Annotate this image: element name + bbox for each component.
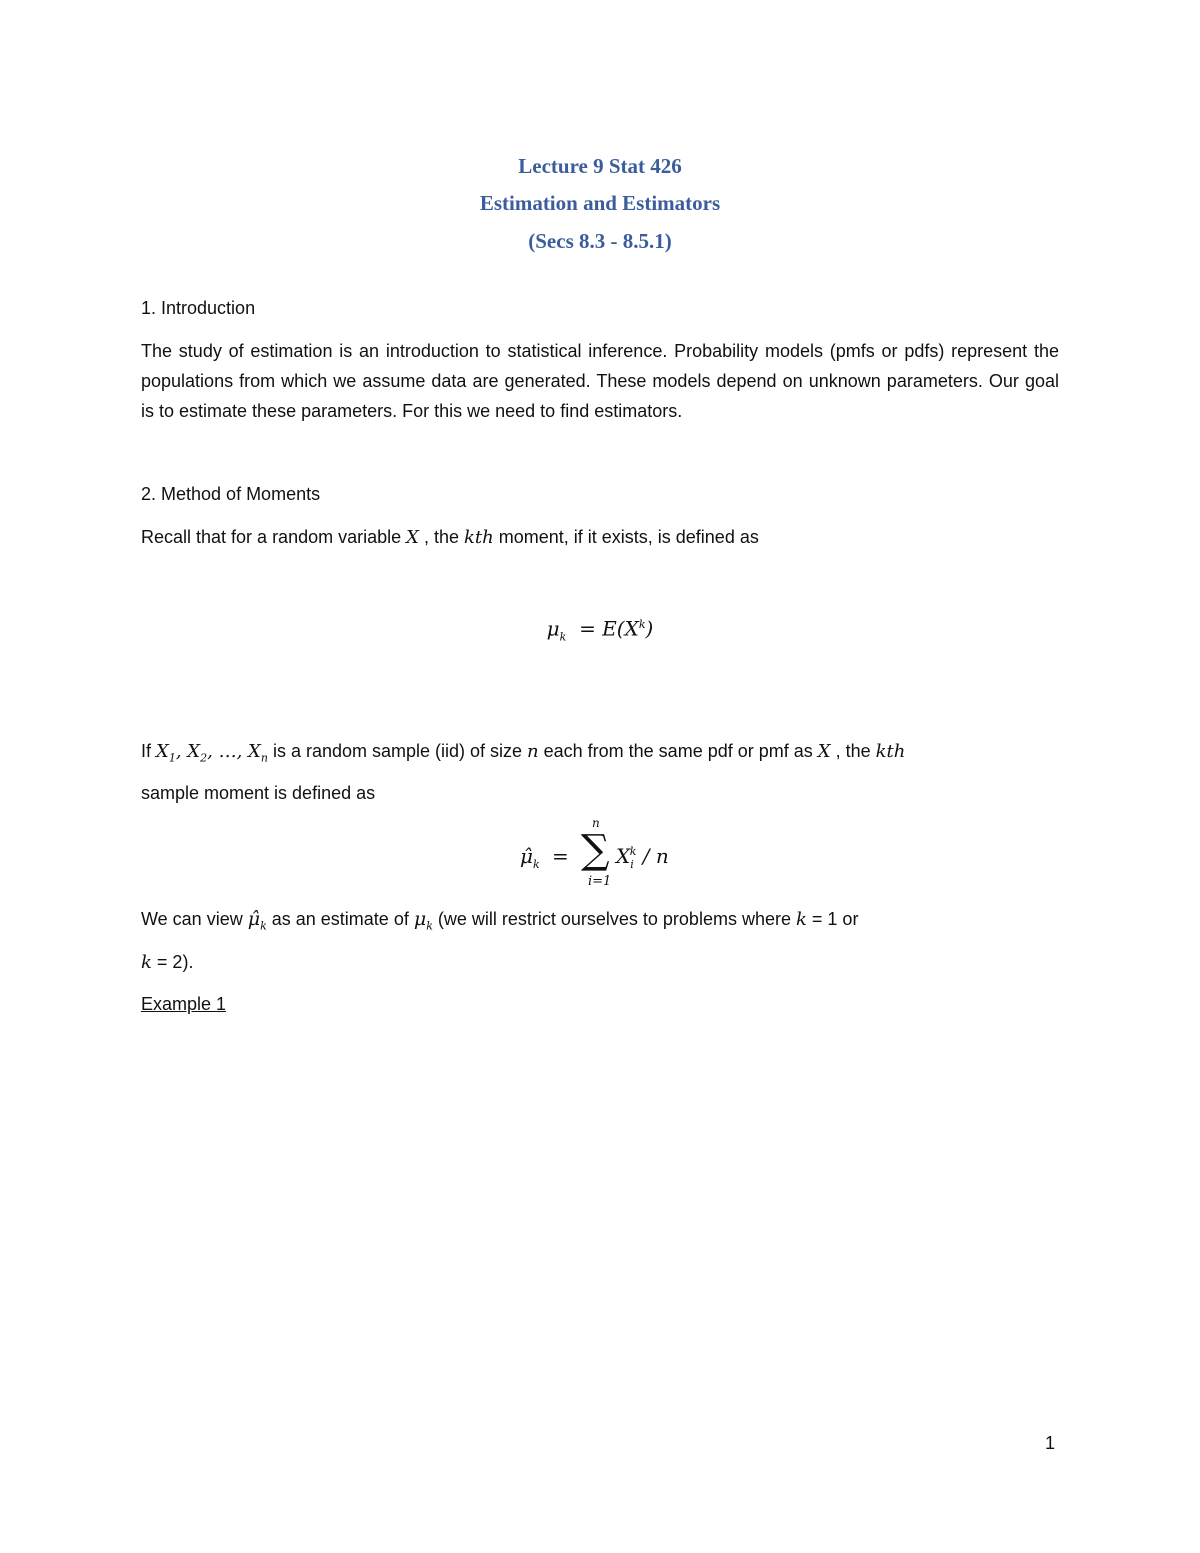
view-mu-sub: k — [426, 919, 433, 933]
view-text-4: = 1 or — [806, 909, 859, 929]
muhat-subscript: k — [533, 858, 540, 871]
summation-icon: ∑ — [581, 827, 610, 873]
term-tail: / n — [636, 844, 669, 868]
sample-text-2: each from the same pdf or pmf as — [538, 741, 818, 761]
lecture-sections: (Secs 8.3 - 8.5.1) — [528, 229, 672, 253]
formula2-lhs — [520, 844, 540, 871]
page-number: 1 — [1045, 1433, 1056, 1453]
recall-var: X — [406, 527, 419, 548]
sample-x2: X — [187, 741, 201, 762]
sample-if: If — [141, 741, 157, 761]
sample-moment-formula — [518, 816, 718, 896]
sum-lower-limit: i=1 — [588, 874, 612, 889]
sample-kth: kth — [875, 741, 906, 762]
sample-text-3: , the — [830, 741, 876, 761]
term-x: X — [616, 844, 631, 868]
recall-line — [141, 525, 759, 550]
sample-X: X — [817, 741, 831, 762]
recall-text-1: Recall that for a random variable — [141, 527, 407, 547]
sample-s1: 1 — [168, 751, 176, 765]
sample-x1: X — [156, 741, 169, 762]
term-sup: k — [629, 845, 637, 859]
view-text-2: as an estimate of — [266, 909, 414, 929]
sample-text-1: is a random sample (iid) of size — [267, 741, 528, 761]
lecture-subtitle: Estimation and Estimators — [479, 191, 721, 215]
formula1-sup: k — [638, 618, 646, 631]
sample-sep1: , — [175, 741, 188, 762]
k2-line — [141, 950, 193, 975]
term-sub: i — [630, 858, 634, 871]
k2-rest: = 2). — [151, 952, 194, 972]
recall-text-3: moment, if it exists, is defined as — [493, 527, 759, 547]
view-line — [141, 907, 858, 939]
example-1-heading: Example 1 — [141, 994, 227, 1014]
intro-paragraph: The study of estimation is an introduction to statistical inference. Probability models (pmfs or pdfs) represent the populations from which we assume data are generated. These models depend on unknown parameters. Our goal is to estimate these parameters. For this we need to find estimators. — [141, 341, 1059, 421]
moment-formula — [0, 610, 1200, 653]
view-k: k — [795, 909, 807, 930]
sample-sn: n — [260, 751, 268, 765]
sample-line — [141, 739, 905, 771]
sample-moment-line: sample moment is defined as — [141, 783, 376, 803]
formula1-rhs: = E(X — [579, 616, 639, 641]
k2-k: k — [141, 952, 152, 973]
view-mu: μ — [413, 908, 427, 930]
sample-s2: 2 — [200, 751, 208, 765]
lecture-title: Lecture 9 Stat 426 — [518, 154, 682, 178]
formula2-equals: = — [552, 844, 569, 868]
view-text-1: We can view — [141, 909, 248, 929]
view-muhat: μ̂ — [247, 908, 261, 930]
mu-symbol: μ — [546, 616, 560, 641]
sample-sep2: , …, — [207, 741, 249, 762]
formula2-term — [616, 844, 669, 871]
recall-text-2: , the — [418, 527, 464, 547]
sample-n: n — [527, 741, 539, 762]
recall-kth: kth — [464, 527, 494, 548]
formula1-close: ) — [645, 616, 654, 641]
mom-heading: 2. Method of Moments — [141, 484, 321, 504]
intro-heading: 1. Introduction — [141, 298, 256, 318]
mu-subscript: k — [559, 630, 567, 644]
view-text-3: (we will restrict ourselves to problems where — [432, 909, 796, 929]
muhat-symbol: μ̂ — [520, 844, 533, 868]
view-muhat-sub: k — [260, 919, 267, 933]
sample-xn: X — [248, 741, 261, 762]
sum-upper-limit: n — [592, 816, 600, 830]
